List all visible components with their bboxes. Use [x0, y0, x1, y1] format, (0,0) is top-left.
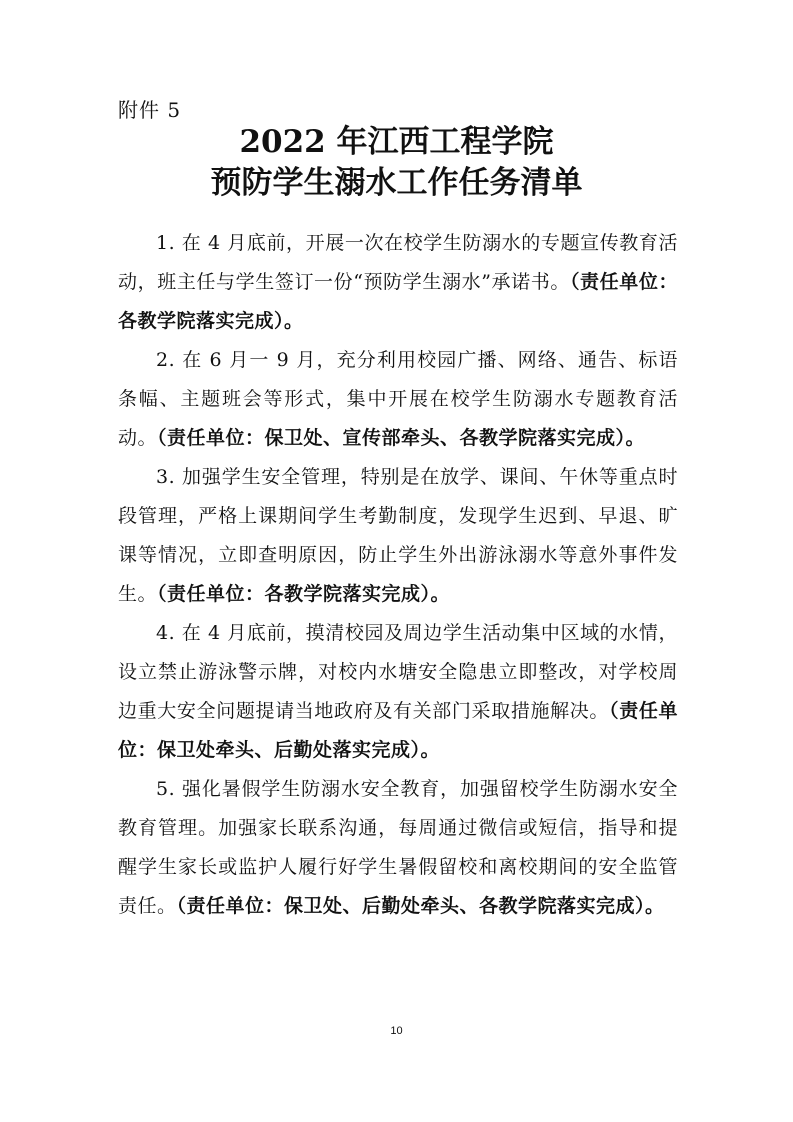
task-item-4 [118, 614, 678, 770]
task-item-2 [118, 341, 678, 458]
task-item-2-responsibility: （责任单位：保卫处、宣传部牵头、各教学院落实完成）。 [157, 427, 646, 449]
task-item-4-responsibility: （责任单位：保卫处牵头、后勤处落实完成）。 [118, 700, 678, 761]
task-list [118, 224, 678, 926]
task-item-1 [118, 224, 678, 341]
attachment-label: 附件 5 [118, 98, 182, 122]
task-item-3-text: 3. 加强学生安全管理，特别是在放学、课间、午休等重点时段管理，严格上课期间学生考勤制度，发现学生迟到、早退、旷课等情况，立即查明原因，防止学生外出游泳溺水等意外事件发生。 [118, 466, 678, 605]
task-item-4-text: 4. 在 4 月底前，摸清校园及周边学生活动集中区域的水情，设立禁止游泳警示牌，对校内水塘安全隐患立即整改，对学校周边重大安全问题提请当地政府及有关部门采取措施解决。 [118, 622, 678, 722]
task-item-1-text: 1. 在 4 月底前，开展一次在校学生防溺水的专题宣传教育活动，班主任与学生签订一份“预防学生溺水”承诺书。 [118, 232, 678, 293]
page-number: 10 [390, 1025, 403, 1037]
task-item-5-text: 5. 强化暑假学生防溺水安全教育，加强留校学生防溺水安全教育管理。加强家长联系沟通，每周通过微信或短信，指导和提醒学生家长或监护人履行好学生暑假留校和离校期间的安全监管责任。 [118, 778, 678, 917]
task-item-5 [118, 770, 678, 926]
document-title-line-1: 2022 年江西工程学院 [239, 124, 554, 160]
task-item-1-responsibility: （责任单位：各教学院落实完成）。 [118, 271, 678, 332]
task-item-3 [118, 458, 678, 614]
task-item-3-responsibility: （责任单位：各教学院落实完成）。 [157, 583, 451, 605]
task-item-2-text: 2. 在 6 月一 9 月，充分利用校园广播、网络、通告、标语条幅、主题班会等形式，集中开展在校学生防溺水专题教育活动。 [118, 349, 678, 449]
task-item-5-responsibility: （责任单位：保卫处、后勤处牵头、各教学院落实完成）。 [176, 895, 665, 917]
document-title-line-2: 预防学生溺水工作任务清单 [210, 165, 583, 201]
